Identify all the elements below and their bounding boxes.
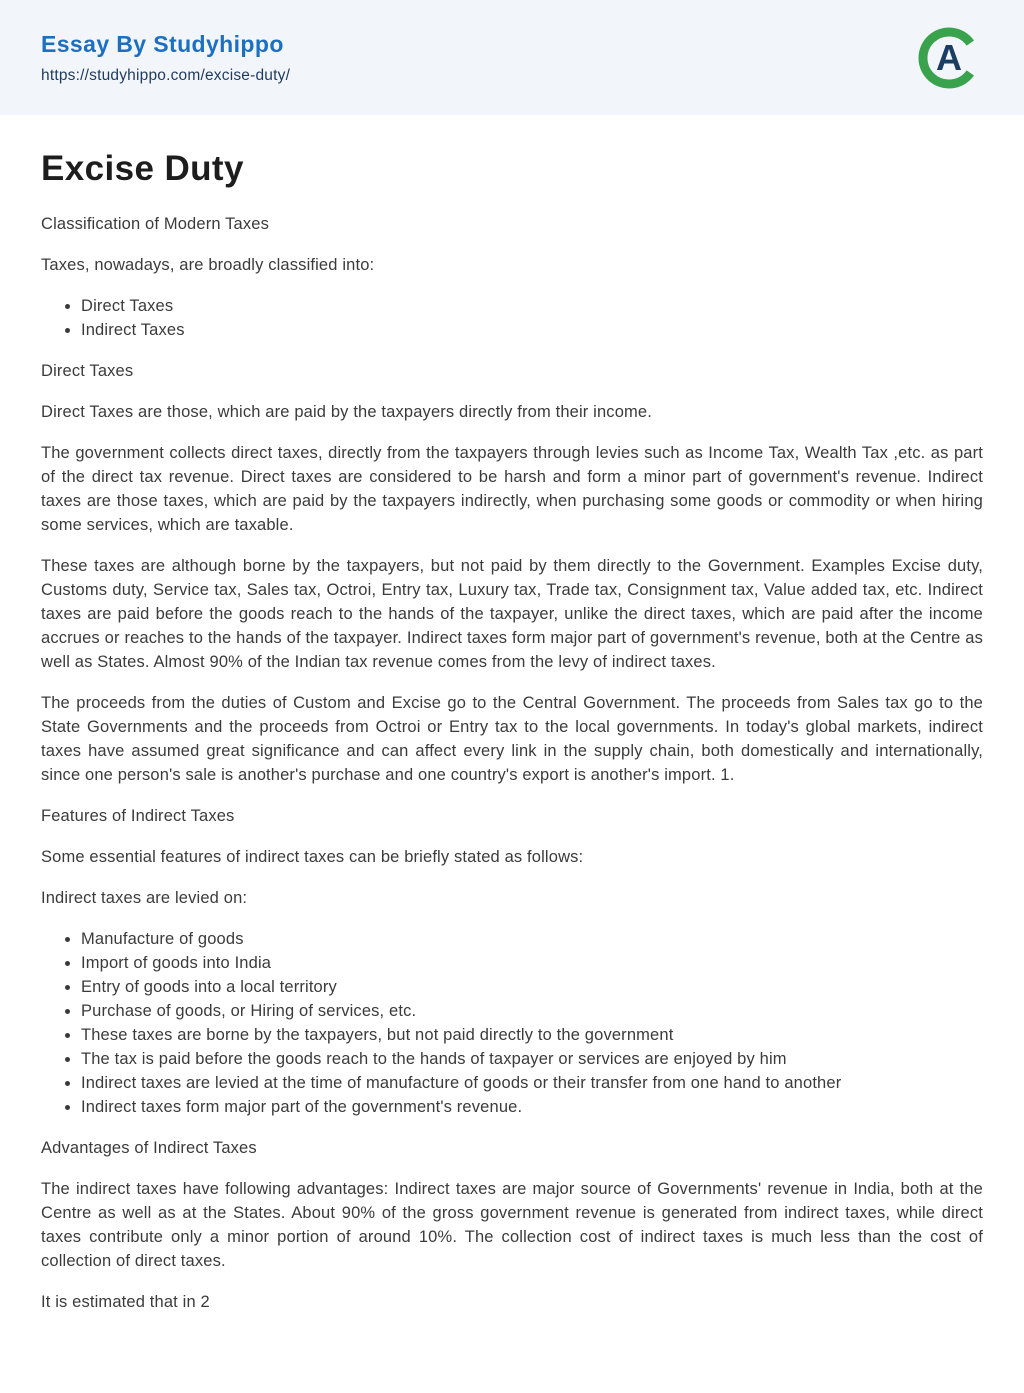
indirect-taxes-paragraph-1: These taxes are although borne by the taxpayers, but not paid by them directly to the Government. Examples Excise duty, Customs duty, Service tax, Sales tax, Octroi, Entry tax, Luxury tax, Trade tax, Consignment tax, Value added tax, etc. Indirect taxes are paid before the goods reach to the hands of the taxpayer, unlike the direct taxes, which are paid after the income accrues or reaches to the hands of the taxpayer. Indirect taxes form major part of government's revenue, both at the Centre as well as States. Almost 90% of the Indian tax revenue comes from the levy of indirect taxes. bbox=[41, 557, 983, 671]
article-subtitle: Classification of Modern Taxes bbox=[41, 215, 269, 233]
tax-types-list bbox=[41, 294, 983, 342]
features-intro-paragraph: Some essential features of indirect taxes can be briefly stated as follows: bbox=[41, 848, 584, 866]
list-item: • Indirect taxes are levied at the time of manufacture of goods or their transfer from one hand to another bbox=[81, 1071, 983, 1095]
list-item: • Direct Taxes bbox=[81, 294, 983, 318]
article bbox=[0, 148, 1024, 1314]
advantages-paragraph: The indirect taxes have following advantages: Indirect taxes are major source of Governments' revenue in India, both at the Centre as well as at the States. About 90% of the gross government revenue is generated from indirect taxes, while direct taxes contribute only a minor portion of around 10%. The collection cost of indirect taxes is much less than the cost of collection of direct taxes. bbox=[41, 1180, 983, 1270]
page-header bbox=[0, 0, 1024, 115]
section-heading-direct-taxes: Direct Taxes bbox=[41, 362, 134, 380]
header-text-block bbox=[41, 31, 290, 85]
levied-items-list bbox=[41, 927, 983, 1119]
intro-paragraph: Taxes, nowadays, are broadly classified into: bbox=[41, 256, 375, 274]
list-item: • The tax is paid before the goods reach to the hands of taxpayer or services are enjoyed by him bbox=[81, 1047, 983, 1071]
levied-intro-paragraph: Indirect taxes are levied on: bbox=[41, 889, 248, 907]
truncated-paragraph: It is estimated that in 2 bbox=[41, 1293, 210, 1311]
list-item: • These taxes are borne by the taxpayers, but not paid directly to the government bbox=[81, 1023, 983, 1047]
list-item: • Purchase of goods, or Hiring of services, etc. bbox=[81, 999, 983, 1023]
section-heading-advantages: Advantages of Indirect Taxes bbox=[41, 1139, 257, 1157]
page-url-link[interactable]: https://studyhippo.com/excise-duty/ bbox=[41, 66, 291, 84]
logo-letter: A bbox=[936, 36, 962, 78]
section-heading-features: Features of Indirect Taxes bbox=[41, 807, 235, 825]
studyhippo-logo-icon bbox=[915, 24, 983, 92]
direct-taxes-paragraph-1: Direct Taxes are those, which are paid by the taxpayers directly from their income. bbox=[41, 403, 652, 421]
list-item: • Indirect taxes form major part of the government's revenue. bbox=[81, 1095, 983, 1119]
page-title: Excise Duty bbox=[41, 149, 244, 188]
list-item: • Indirect Taxes bbox=[81, 318, 983, 342]
direct-taxes-paragraph-2: The government collects direct taxes, directly from the taxpayers through levies such as Income Tax, Wealth Tax ,etc. as part of the direct tax revenue. Direct taxes are considered to be harsh and form a minor part of government's revenue. Indirect taxes are those taxes, which are paid by the taxpayers indirectly, when purchasing some goods or commodity or when hiring some services, which are taxable. bbox=[41, 444, 983, 534]
list-item: • Entry of goods into a local territory bbox=[81, 975, 983, 999]
list-item: • Import of goods into India bbox=[81, 951, 983, 975]
site-title: Essay By Studyhippo bbox=[41, 30, 284, 57]
indirect-taxes-paragraph-2: The proceeds from the duties of Custom and Excise go to the Central Government. The proceeds from Sales tax go to the State Governments and the proceeds from Octroi or Entry tax to the local governments. In today's global markets, indirect taxes have assumed great significance and can affect every link in the supply chain, both domestically and internationally, since one person's sale is another's purchase and one country's export is another's import. 1. bbox=[41, 694, 983, 784]
list-item: • Manufacture of goods bbox=[81, 927, 983, 951]
